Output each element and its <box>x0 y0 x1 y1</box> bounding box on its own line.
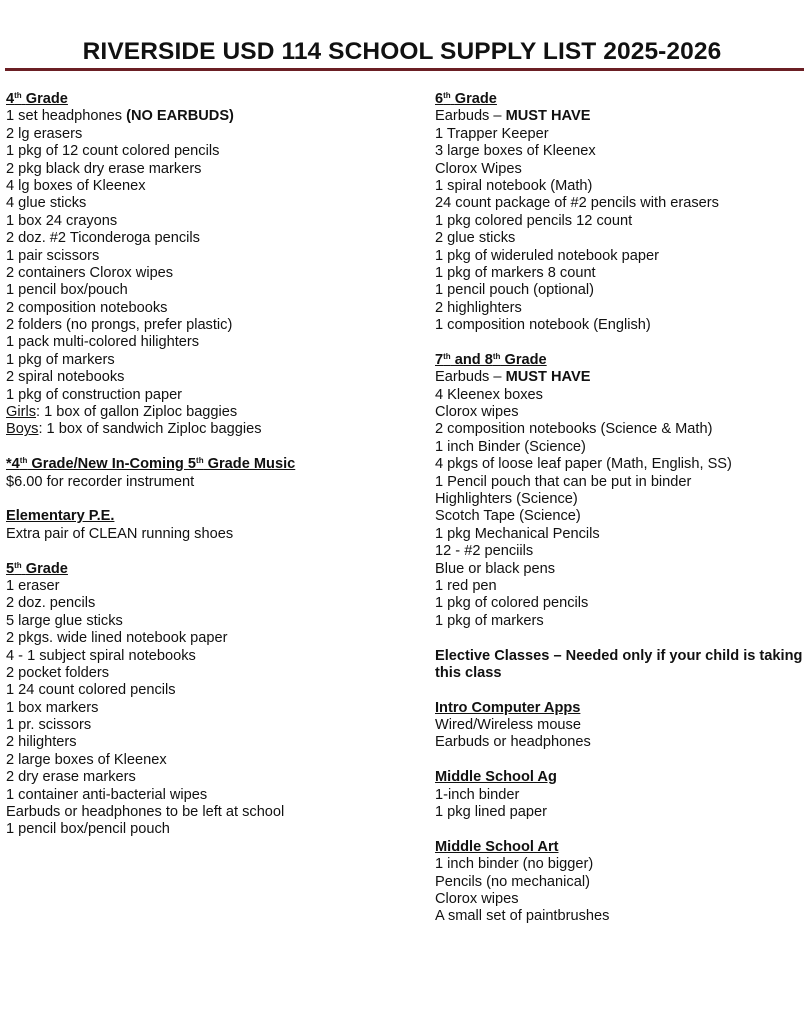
list-item: 2 spiral notebooks <box>6 369 125 386</box>
list-item: 12 - #2 penciils <box>435 543 534 560</box>
list-item: 1 inch binder (no bigger) <box>435 856 594 873</box>
list-item: 1 pkg colored pencils 12 count <box>435 212 633 229</box>
list-item: 2 large boxes of Kleenex <box>6 751 167 768</box>
list-item: 2 composition notebooks <box>6 299 168 316</box>
list-item: 1 box markers <box>6 699 99 716</box>
computer-heading: Intro Computer Apps <box>435 699 581 716</box>
list-item: 1 Pencil pouch that can be put in binder <box>435 473 692 490</box>
list-item: 1 pkg lined paper <box>435 804 547 821</box>
list-item: 4 lg boxes of Kleenex <box>6 177 146 194</box>
grade6-earbuds-item: Earbuds – MUST HAVE <box>435 108 591 125</box>
list-item: Highlighters (Science) <box>435 490 578 507</box>
list-item: Earbuds or headphones to be left at school <box>6 804 285 821</box>
list-item: 2 containers Clorox wipes <box>6 264 174 281</box>
list-item: Pencils (no mechanical) <box>435 873 590 890</box>
pe-heading: Elementary P.E. <box>6 508 115 525</box>
grade5-heading: 5th Grade <box>6 560 68 577</box>
grade4-boys-item: Boys: 1 box of sandwich Ziploc baggies <box>6 421 262 438</box>
computer-items <box>435 717 804 752</box>
grade4-items <box>6 126 406 404</box>
grade78-items <box>435 387 804 630</box>
page-title: RIVERSIDE USD 114 SCHOOL SUPPLY LIST 2025-2026 <box>82 38 722 65</box>
grade6-items <box>435 126 804 335</box>
music-heading: *4th Grade/New In-Coming 5th Grade Music <box>6 456 296 473</box>
list-item: 4 Kleenex boxes <box>435 386 543 403</box>
list-item: 24 count package of #2 pencils with erasers <box>435 195 719 212</box>
list-item: 1 box 24 crayons <box>6 212 118 229</box>
grade6-heading: 6th Grade <box>435 91 497 107</box>
grade4-heading: 4th Grade <box>6 91 68 107</box>
list-item: 2 folders (no prongs, prefer plastic) <box>6 317 233 334</box>
art-items <box>435 856 804 926</box>
grade5-items <box>6 578 406 839</box>
list-item: 1 pkg of construction paper <box>6 386 183 403</box>
elective-note: Elective Classes – Needed only if your child is taking this class <box>435 647 803 681</box>
list-item: 1 pencil box/pouch <box>6 282 128 299</box>
pe-item: Extra pair of CLEAN running shoes <box>6 525 234 542</box>
list-item: Blue or black pens <box>435 560 556 577</box>
list-item: 2 doz. pencils <box>6 595 96 612</box>
list-item: 1 Trapper Keeper <box>435 125 549 142</box>
list-item: 1 eraser <box>6 577 60 594</box>
list-item: 2 pkgs. wide lined notebook paper <box>6 630 228 647</box>
list-item: 1 pencil box/pencil pouch <box>6 821 170 838</box>
list-item: Clorox wipes <box>435 404 519 421</box>
list-item: 2 doz. #2 Ticonderoga pencils <box>6 230 200 247</box>
list-item: 2 pocket folders <box>6 664 110 681</box>
right-column <box>435 91 804 926</box>
grade78-heading: 7th and 8th Grade <box>435 351 547 368</box>
list-item: 2 dry erase markers <box>6 769 136 786</box>
list-item: 1 pkg of wideruled notebook paper <box>435 247 659 264</box>
list-item: 1 container anti-bacterial wipes <box>6 786 208 803</box>
list-item: 1 composition notebook (English) <box>435 317 651 334</box>
list-item: 2 hilighters <box>6 734 77 751</box>
list-item: 1 spiral notebook (Math) <box>435 177 593 194</box>
title-divider <box>5 68 804 71</box>
list-item: 1 24 count colored pencils <box>6 682 176 699</box>
list-item: 2 glue sticks <box>435 230 516 247</box>
list-item: 4 glue sticks <box>6 195 87 212</box>
list-item: 1 pkg of 12 count colored pencils <box>6 143 220 160</box>
list-item: 2 composition notebooks (Science & Math) <box>435 421 713 438</box>
list-item: 1 pair scissors <box>6 247 100 264</box>
list-item: 1 pr. scissors <box>6 717 92 734</box>
left-column <box>6 91 406 839</box>
list-item: 3 large boxes of Kleenex <box>435 143 596 160</box>
list-item: 1 pkg of markers 8 count <box>435 264 596 281</box>
list-item: 2 pkg black dry erase markers <box>6 160 202 177</box>
list-item: Earbuds or headphones <box>435 734 591 751</box>
list-item: 1-inch binder <box>435 786 520 803</box>
list-item: 1 pencil pouch (optional) <box>435 282 595 299</box>
list-item: 1 inch Binder (Science) <box>435 438 586 455</box>
list-item: 1 pkg of colored pencils <box>435 595 589 612</box>
list-item: Scotch Tape (Science) <box>435 508 581 525</box>
list-item: 1 pkg of markers <box>6 351 115 368</box>
list-item: 2 lg erasers <box>6 125 83 142</box>
list-item: 1 pkg Mechanical Pencils <box>435 525 600 542</box>
ag-items <box>435 787 804 822</box>
art-heading: Middle School Art <box>435 838 559 855</box>
list-item: 4 pkgs of loose leaf paper (Math, English, SS) <box>435 456 732 473</box>
list-item: 2 highlighters <box>435 299 522 316</box>
grade4-girls-item: Girls: 1 box of gallon Ziploc baggies <box>6 404 238 421</box>
grade4-headphones-item: 1 set headphones (NO EARBUDS) <box>6 108 234 125</box>
list-item: 1 red pen <box>435 577 497 594</box>
list-item: 5 large glue sticks <box>6 612 123 629</box>
list-item: 4 - 1 subject spiral notebooks <box>6 647 196 664</box>
grade78-earbuds-item: Earbuds – MUST HAVE <box>435 369 591 386</box>
list-item: 1 pack multi-colored hilighters <box>6 334 200 351</box>
ag-heading: Middle School Ag <box>435 769 557 786</box>
list-item: A small set of paintbrushes <box>435 908 610 925</box>
list-item: Clorox Wipes <box>435 160 522 177</box>
list-item: Clorox wipes <box>435 891 519 907</box>
list-item: 1 pkg of markers <box>435 612 544 629</box>
list-item: Wired/Wireless mouse <box>435 717 581 734</box>
music-item: $6.00 for recorder instrument <box>6 473 195 490</box>
